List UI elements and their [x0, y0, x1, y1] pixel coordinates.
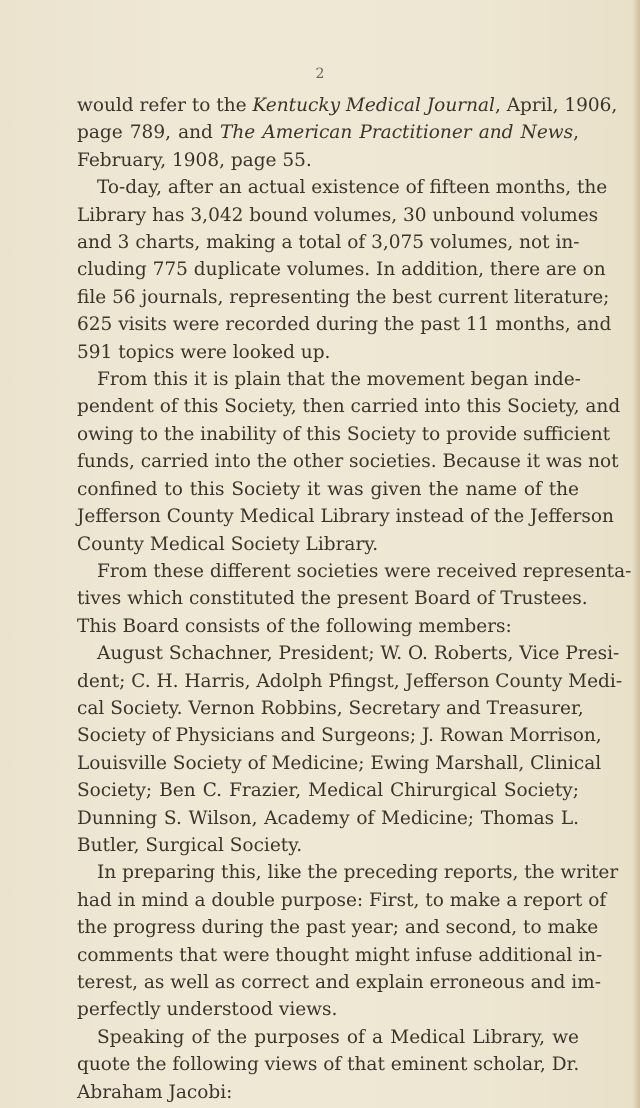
text-line: dent; C. H. Harris, Adolph Pfingst, Jefferson County Medi-: [77, 670, 623, 692]
page-edge-shadow: [632, 0, 640, 1108]
text-line: Abraham Jacobi:: [77, 1081, 233, 1103]
text-line: Dunning S. Wilson, Academy of Medicine; Thomas L.: [77, 807, 579, 829]
text-line: Society of Physicians and Surgeons; J. Rowan Morrison,: [77, 725, 602, 747]
text-line: From these different societies were received representa-: [97, 560, 632, 582]
text-line: To-day, after an actual existence of fifteen months, the: [97, 177, 608, 199]
text-line: 591 topics were looked up.: [77, 341, 331, 363]
text-line: Speaking of the purposes of a Medical Library, we: [97, 1026, 579, 1048]
text-line: would refer to the Kentucky Medical Journal, April, 1906,: [77, 95, 618, 116]
text-line: perfectly understood views.: [77, 999, 338, 1021]
text-line: quote the following views of that eminent scholar, Dr.: [77, 1054, 580, 1076]
page-number: 2: [315, 66, 325, 82]
text-line: and 3 charts, making a total of 3,075 volumes, not in-: [77, 232, 580, 254]
text-line: 625 visits were recorded during the past 11 months, and: [77, 314, 612, 336]
text-line: August Schachner, President; W. O. Roberts, Vice Presi-: [97, 643, 620, 665]
text-line: file 56 journals, representing the best current literature;: [77, 286, 610, 308]
text-line: comments that were thought might infuse additional in-: [77, 944, 603, 966]
text-line: Society; Ben C. Frazier, Medical Chirurgical Society;: [77, 780, 579, 802]
text-line: County Medical Society Library.: [77, 533, 379, 555]
text-line: From this it is plain that the movement began inde-: [97, 369, 581, 391]
text-line: tives which constituted the present Board of Trustees.: [77, 588, 588, 610]
text-line: pendent of this Society, then carried into this Society, and: [77, 396, 621, 418]
text-line: owing to the inability of this Society to provide sufficient: [77, 423, 611, 445]
text-line: cal Society. Vernon Robbins, Secretary and Treasurer,: [77, 697, 584, 719]
text-line: Butler, Surgical Society.: [77, 834, 303, 856]
text-line: the progress during the past year; and second, to make: [77, 917, 599, 939]
text-line: Louisville Society of Medicine; Ewing Marshall, Clinical: [77, 752, 602, 774]
text-line: funds, carried into the other societies. Because it was not: [77, 451, 619, 473]
text-line: confined to this Society it was given the name of the: [77, 478, 579, 500]
text-line: February, 1908, page 55.: [77, 149, 312, 171]
text-line: terest, as well as correct and explain erroneous and im-: [77, 972, 601, 993]
text-line: Library has 3,042 bound volumes, 30 unbound volumes: [77, 204, 599, 226]
body-text: [77, 92, 632, 1106]
text-line: cluding 775 duplicate volumes. In addition, there are on: [77, 259, 606, 281]
text-line: had in mind a double purpose: First, to make a report of: [77, 889, 607, 911]
text-line: This Board consists of the following members:: [77, 615, 512, 637]
text-line: In preparing this, like the preceding reports, the writer: [97, 862, 619, 884]
text-line: Jefferson County Medical Library instead of the Jefferson: [77, 506, 614, 528]
text-line: page 789, and The American Practitioner and News,: [77, 122, 579, 144]
